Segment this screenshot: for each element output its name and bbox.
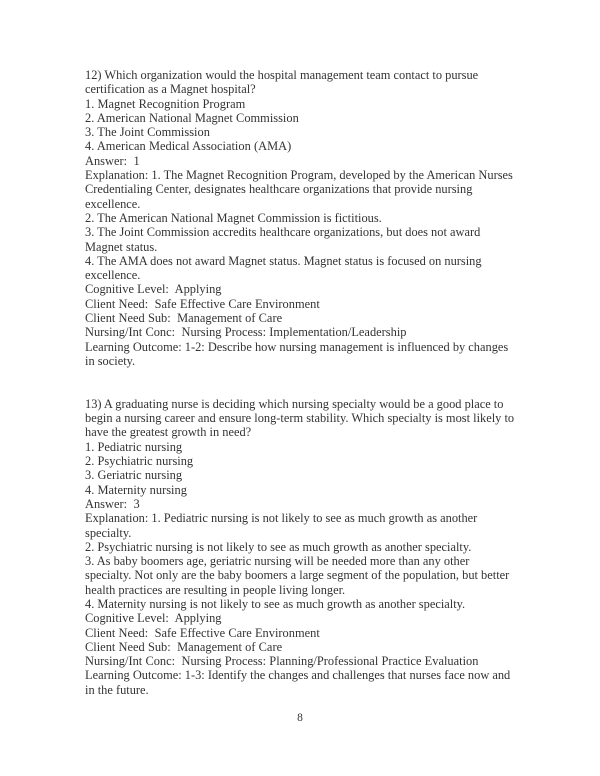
question-stem: 12) Which organization would the hospital management team contact to pursue certification as a Magnet hospital?	[85, 68, 479, 97]
question-block-13	[85, 397, 517, 697]
metadata-nursing-int-conc: Nursing/Int Conc: Nursing Process: Planning/Professional Practice Evaluation	[85, 654, 479, 669]
question-option: 1. Pediatric nursing	[85, 439, 183, 454]
explanation-line: Explanation: 1. The Magnet Recognition Program, developed by the American Nurses Credentialing Center, designates healthcare organizations that provide nursing excellence.	[85, 168, 513, 211]
explanation-line: Explanation: 1. Pediatric nursing is not likely to see as much growth as another specialty.	[85, 511, 478, 540]
answer-line: Answer: 1	[85, 153, 140, 168]
question-option: 3. Geriatric nursing	[85, 468, 183, 483]
explanation-line: 3. The Joint Commission accredits healthcare organizations, but does not award Magnet status.	[85, 225, 481, 254]
metadata-nursing-int-conc: Nursing/Int Conc: Nursing Process: Implementation/Leadership	[85, 325, 407, 340]
explanation-line: 3. As baby boomers age, geriatric nursing will be needed more than any other specialty. Not only are the baby boomers a large segment of the population, but better health practices are resulting in people living longer.	[85, 554, 510, 597]
question-option: 1. Magnet Recognition Program	[85, 96, 246, 111]
metadata-client-need-sub: Client Need Sub: Management of Care	[85, 311, 283, 326]
metadata-client-need: Client Need: Safe Effective Care Environment	[85, 625, 320, 640]
explanation-line: 2. Psychiatric nursing is not likely to see as much growth as another specialty.	[85, 539, 472, 554]
question-stem: 13) A graduating nurse is deciding which nursing specialty would be a good place to begin a nursing career and ensure long-term stability. Which specialty is most likely to have the greatest growth in need?	[85, 396, 515, 440]
explanation-line: 4. The AMA does not award Magnet status. Magnet status is focused on nursing excellence.	[85, 253, 482, 283]
answer-line: Answer: 3	[85, 496, 140, 511]
question-option: 2. Psychiatric nursing	[85, 454, 194, 469]
explanation-line: 2. The American National Magnet Commission is fictitious.	[85, 210, 382, 225]
question-block-12	[85, 68, 517, 368]
question-option: 4. American Medical Association (AMA)	[85, 139, 292, 154]
metadata-cognitive-level: Cognitive Level: Applying	[85, 611, 222, 626]
question-option: 2. American National Magnet Commission	[85, 110, 299, 125]
question-option: 4. Maternity nursing	[85, 482, 187, 497]
metadata-cognitive-level: Cognitive Level: Applying	[85, 282, 222, 297]
explanation-line: 4. Maternity nursing is not likely to see as much growth as another specialty.	[85, 596, 466, 611]
metadata-learning-outcome: Learning Outcome: 1-3: Identify the changes and challenges that nurses face now and in the future.	[85, 668, 511, 697]
metadata-learning-outcome: Learning Outcome: 1-2: Describe how nursing management is influenced by changes in society.	[85, 339, 509, 368]
metadata-client-need: Client Need: Safe Effective Care Environment	[85, 296, 320, 311]
page-number: 8	[297, 712, 303, 724]
metadata-client-need-sub: Client Need Sub: Management of Care	[85, 639, 283, 654]
block-separator	[85, 383, 517, 397]
page-content	[85, 68, 517, 711]
question-option: 3. The Joint Commission	[85, 125, 210, 140]
